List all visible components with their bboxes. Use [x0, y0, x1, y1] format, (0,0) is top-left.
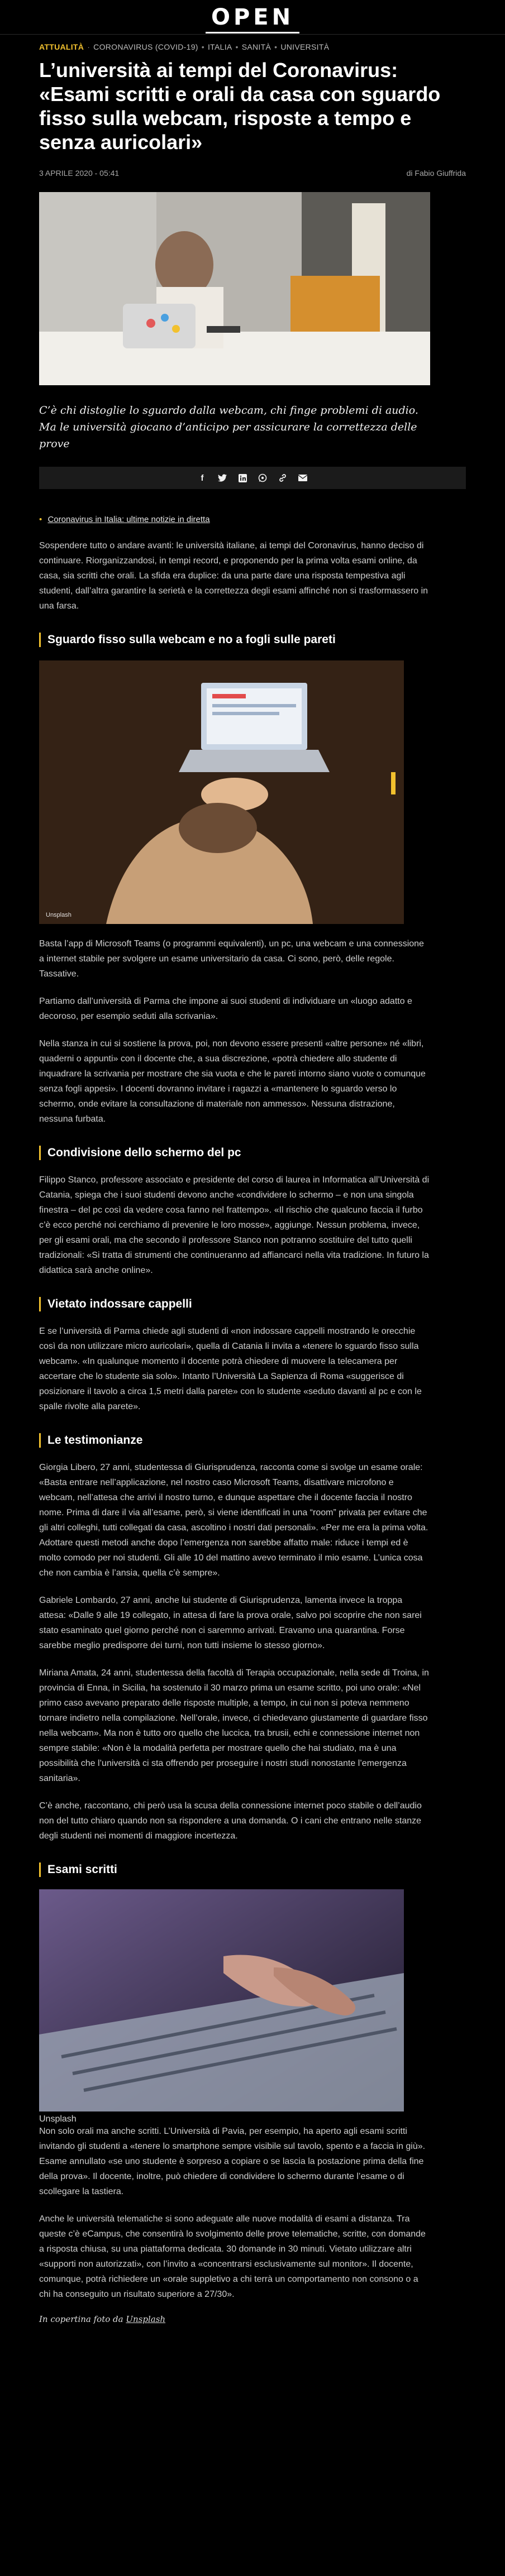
section-heading-webcam: Sguardo fisso sulla webcam e no a fogli sulle pareti	[39, 633, 466, 647]
laptop-photo-illustration	[39, 660, 404, 924]
paragraph-9: C’è anche, raccontano, chi però usa la scusa della connessione internet poco stabile o dell’audio non del tutto chiaro quando non sa rispondere a una domanda. O i cani che entrano nelle stanze degli studenti nei momenti di maggiore incertezza.	[39, 1801, 422, 1841]
paragraph-2: Partiamo dall’università di Parma che impone ai suoi studenti di individuare un «luogo adatto e decoroso, per esempio seduti alla scrivania».	[39, 997, 412, 1021]
paragraph-1: Basta l’app di Microsoft Teams (o programmi equivalenti), un pc, una webcam e una connessione a internet stabile per svolgere un esame universitario da casa. Ci sono, però, delle regole. Tassative.	[39, 939, 424, 979]
caption-prefix: In copertina foto da	[39, 2314, 123, 2324]
section-heading-written-exams: Esami scritti	[39, 1862, 466, 1877]
email-icon[interactable]	[298, 473, 308, 483]
paragraph-intro: Sospendere tutto o andare avanti: le università italiane, ai tempi del Coronavirus, hanno deciso di continuare. Riorganizzandosi, in tempi record, e proponendo per la prima volta esami online, da casa, sia scritti che orali. La sfida era duplice: da una parte dare una risposta tempestiva agli studenti, dall’altra garantire la serietà e la correttezza degli esami affinché non si trasformassero in una farsa.	[39, 541, 428, 611]
twitter-icon[interactable]	[217, 473, 227, 483]
article-meta	[39, 169, 466, 178]
article-title: L’università ai tempi del Coronavirus: «Esami scritti e orali da casa con sguardo fisso sulla webcam, risposte a tempo e senza auricolari»	[39, 59, 441, 154]
paragraph-11: Anche le università telematiche si sono adeguate alle nuove modalità di esami a distanza. Tra queste c’è eCampus, che consentirà lo svolgimento delle prove telematiche, scritte, con domande a risposta chiusa, su una piattaforma dedicata. 30 domande in 30 minuti. Vietato utilizzare altri «supporti non autorizzati», con l’invito a «concentrarsi esclusivamente sul monitor». Il docente, comunque, potrà richiedere un «orale suppletivo a chi terrà un comportamento non consono o a chi ha conseguito un risultato superiore a 27/30».	[39, 2214, 426, 2299]
paragraph-5: E se l’università di Parma chiede agli studenti di «non indossare cappelli mostrando le orecchie così da non utilizzare micro auricolari», quella di Catania li invita a «tenere lo sguardo fisso sulla webcam». «In qualunque momento il docente potrà chiedere di muovere la telecamera per accertare che lo studente sia solo». Intanto l’Università La Sapienza di Roma «suggerisce di posizionare il tavolo a circa 1,5 metri dalla parete» con lo studente «seduto davanti al pc e con le spalle rivolte alla parete».	[39, 1327, 422, 1411]
paragraph-6: Giorgia Libero, 27 anni, studentessa di Giurisprudenza, racconta come si svolge un esame orale: «Basta entrare nell’applicazione, nel nostro caso Microsoft Teams, disattivare microfono e webcam, nell’attesa che arrivi il nostro turno, e dunque aspettare che il docente faccia il nostro nome. Prima di dare il via all’esame, però, si viene identificati in una “room” privata per evitare che gli altri colleghi, tutti collegati da casa, ascoltino i nostri dati personali». «Per me era la prima volta. Adottare questi metodi anche dopo l’emergenza non sarebbe affatto male: riduce i tempi ed è molto comodo per noi studenti. Gli alle 10 del mattino avevo terminato il mio esame. L’unica cosa che non cambia è l’ansia, quella c’è sempre».	[39, 1463, 428, 1578]
article-lead: C’è chi distoglie lo sguardo dalla webcam, chi finge problemi di audio. Ma le università giocano d’anticipo per assicurare la correttezza delle prove	[39, 404, 418, 450]
section-heading-screen-share: Condivisione dello schermo del pc	[39, 1146, 466, 1160]
caption-link[interactable]: Unsplash	[126, 2314, 166, 2324]
linkedin-icon[interactable]	[237, 473, 247, 483]
cover-caption	[39, 2314, 466, 2324]
publish-date: 3 APRILE 2020 - 05:41	[39, 169, 120, 178]
facebook-icon[interactable]: f	[201, 473, 204, 483]
paragraph-10: Non solo orali ma anche scritti. L’Università di Pavia, per esempio, ha aperto agli esami scritti invitando gli studenti a «tenere lo smartphone sempre visibile sul tavolo, spento e a faccia in giù». Esame annullato «se uno studente è sorpreso a copiare o se lascia la postazione prima della fine della prova». Il docente, inoltre, può chiedere di condividere lo schermo durante l’esame o di scollegare la tastiera.	[39, 2127, 426, 2196]
author-name[interactable]: di Fabio Giuffrida	[406, 169, 466, 178]
related-link[interactable]: Coronavirus in Italia: ultime notizie in diretta	[47, 515, 210, 524]
site-logo[interactable]: OPEN	[206, 4, 299, 30]
photo-credit: Unsplash	[46, 912, 72, 918]
link-icon[interactable]	[278, 473, 288, 483]
tag-attualita[interactable]: ATTUALITÀ	[39, 42, 84, 51]
tag-italia[interactable]: ITALIA	[207, 42, 232, 51]
bullet-icon: •	[39, 515, 42, 524]
share-bar	[39, 467, 466, 489]
related-link-item	[39, 514, 466, 526]
keyboard-photo	[39, 1889, 404, 2124]
tag-sanita[interactable]: SANITÀ	[241, 42, 271, 51]
paragraph-8: Miriana Amata, 24 anni, studentessa della facoltà di Terapia occupazionale, nella sede di Troina, in provincia di Enna, in Sicilia, ha sostenuto il 30 marzo prima un esame scritto, poi uno orale: «Nel primo caso avevano preparato delle risposte multiple, a tempo, in cui non si poteva nemmeno tornare indietro nella compilazione. Nell’orale, invece, ci chiedevano giustamente di guardare fisso nella webcam». Ma non è tutto oro quello che luccica, tra brusii, echi e connessione internet non sempre stabile: «Non è la modalità perfetta per mostrare quello che hai studiato, ma è una possibilità che l’università ci sta offrendo per proseguire i nostri studi nonostante l’emergenza sanitaria».	[39, 1668, 429, 1783]
laptop-photo	[39, 660, 404, 924]
section-heading-hats: Vietato indossare cappelli	[39, 1297, 466, 1311]
hero-photo-illustration	[39, 192, 430, 385]
section-heading-testimonials: Le testimonianze	[39, 1433, 466, 1448]
paragraph-3: Nella stanza in cui si sostiene la prova, poi, non devono essere presenti «altre persone» né «libri, quaderni o appunti» con il docente che, a sua discrezione, «potrà chiedere allo studente di inquadrare la scrivania per mostrare che sia vuota e che le pareti intorno siano vuote o comunque senza fogli appesi». I docenti dovranno invitare i ragazzi a «mantenere lo sguardo verso lo schermo, onde evitare la consultazione di materiale non ammesso». Nessuna distrazione, nessuna furbata.	[39, 1039, 426, 1124]
tag-universita[interactable]: UNIVERSITÀ	[280, 42, 330, 51]
photo-credit: Unsplash	[39, 2114, 77, 2124]
hero-image	[39, 192, 430, 385]
site-header	[0, 0, 505, 35]
breadcrumb: ATTUALITÀ · CORONAVIRUS (COVID-19) • ITALIA • SANITÀ • UNIVERSITÀ	[39, 42, 330, 51]
tag-coronavirus[interactable]: CORONAVIRUS (COVID-19)	[93, 42, 198, 51]
paragraph-4: Filippo Stanco, professore associato e presidente del corso di laurea in Informatica all’Università di Catania, spiega che i suoi studenti devono anche «condividere lo schermo – e non una singola finestra – del pc così da vedere cosa fanno nel frattempo». «Il rischio che qualcuno faccia il furbo c’è ecco perché noi cerchiamo di prevenire le loro mosse», aggiunge. Nessun problema, invece, per gli esami orali, ma che secondo il professore Stanco non potranno sostituire del tutto quelli tradizionali: «Si tratta di strumenti che continueranno ad affiancarci nella vita tradizione. In futuro la didattica sarà anche online».	[39, 1175, 430, 1275]
article	[0, 39, 505, 2324]
whatsapp-icon[interactable]	[258, 473, 268, 483]
keyboard-photo-illustration	[39, 1889, 404, 2111]
paragraph-7: Gabriele Lombardo, 27 anni, anche lui studente di Giurisprudenza, lamenta invece la troppa attesa: «Dalle 9 alle 19 collegato, in attesa di fare la prova orale, salvo poi scoprire che non sarei stato esaminato quel giorno perché non ci saremmo arrivati. Eravamo una quarantina. Forse sarebbe meglio predisporre dei turni, non tutti insieme lo stesso giorno».	[39, 1596, 422, 1650]
